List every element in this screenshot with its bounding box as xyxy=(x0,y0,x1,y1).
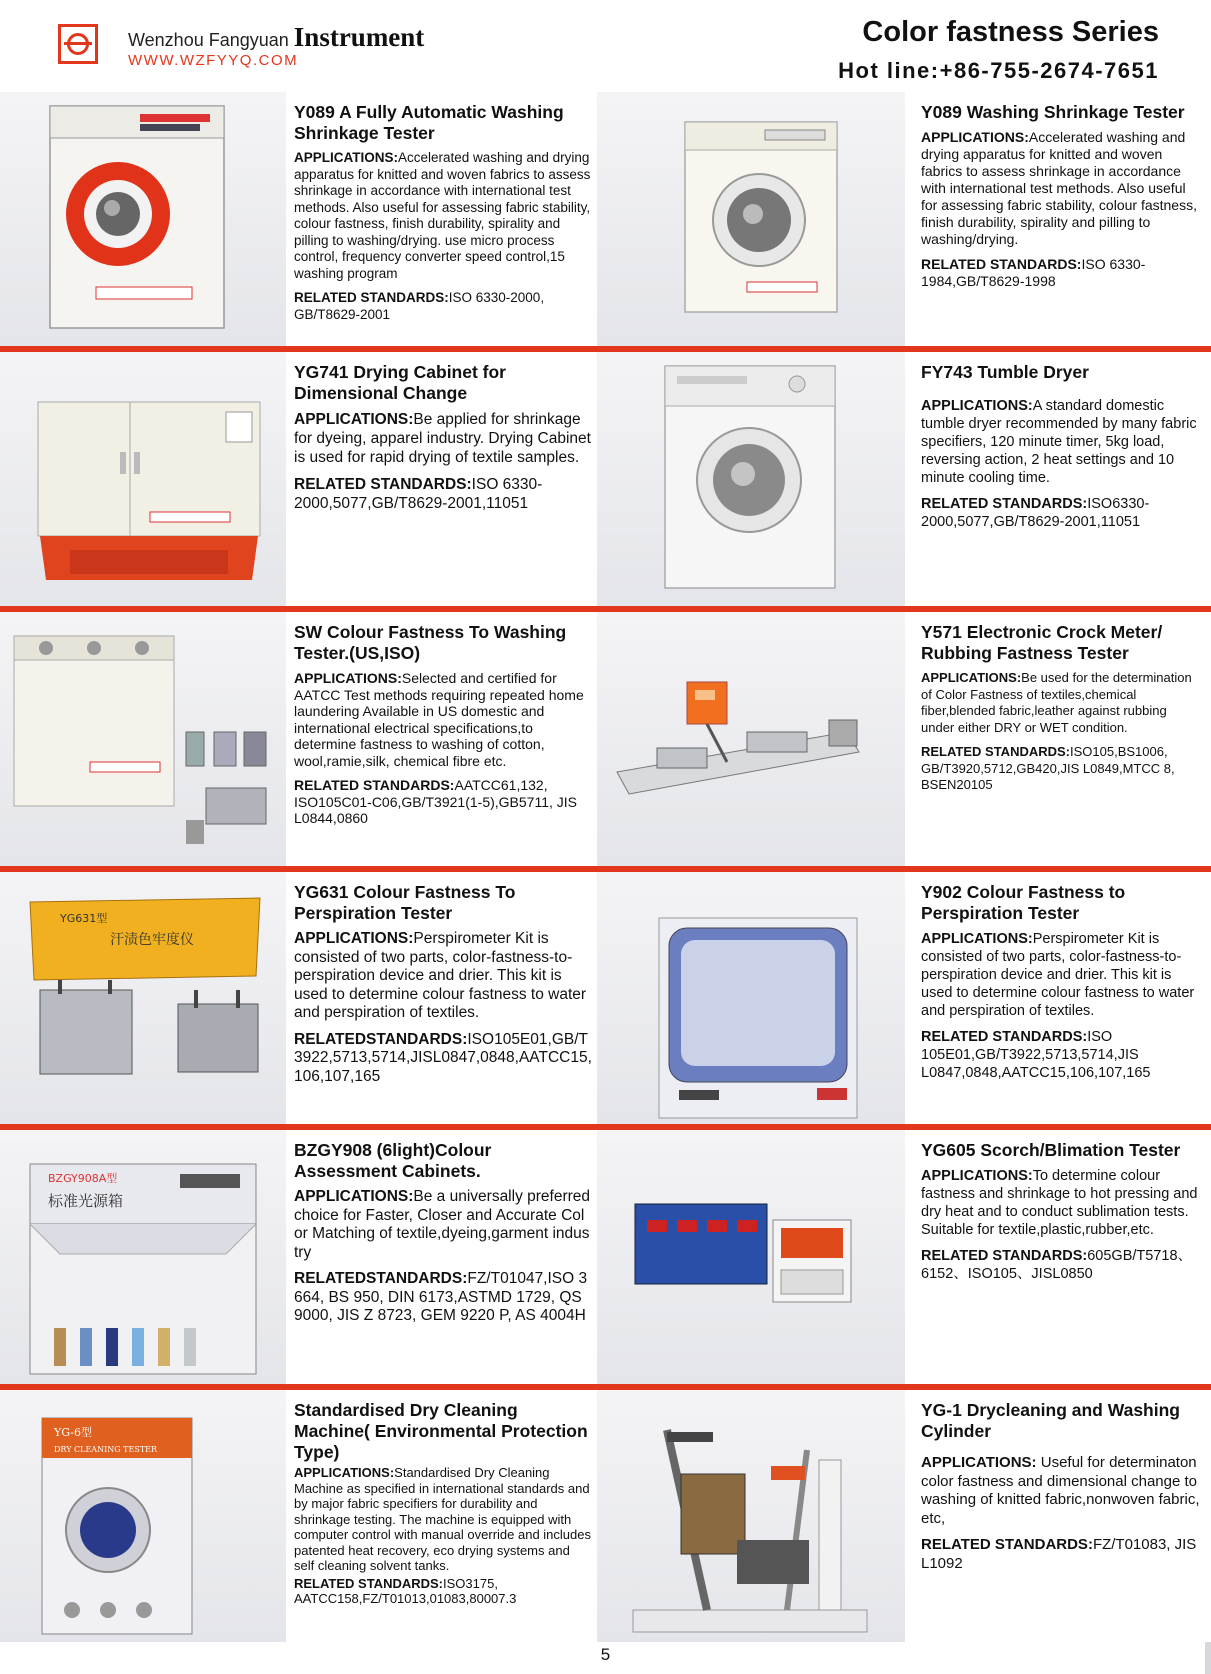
product-standards xyxy=(294,1270,592,1326)
yg6-panel-sublabel: DRY CLEANING TESTER xyxy=(54,1445,158,1454)
applications-label: APPLICATIONS: xyxy=(921,931,1033,947)
product-info-y902 xyxy=(921,882,1201,1082)
product-applications xyxy=(294,1465,592,1574)
standards-text: FZ/T01047,ISO 3664, BS 950, DIN 6173,ASTMD 1729, QS 9000, JIS Z 8723, GEM 9220 P, AS 4004H xyxy=(294,1270,588,1324)
applications-text: Accelerated washing and drying apparatus for knitted and woven fabrics to assess shrinkage in accordance with international test methods. Also useful for assessing fabric stability, colour fastness, finish durability, spirality and pilling to washing/drying. use micro process control, frequency converter speed control,15 washing program xyxy=(294,150,591,281)
bzgy-panel-label: BZGY908A型 xyxy=(48,1172,118,1185)
product-title: Y089 Washing Shrinkage Tester xyxy=(921,102,1185,122)
website-url[interactable]: WWW.WZFYYQ.COM xyxy=(128,52,299,69)
company-prefix: Wenzhou Fangyuan xyxy=(128,30,289,50)
product-info-sw xyxy=(294,622,592,827)
product-applications xyxy=(294,150,592,282)
product-photo-fy743 xyxy=(597,352,905,606)
applications-text: Be a universally preferred choice for Faster, Closer and Accurate Color Matching of textile,dyeing,garment industry xyxy=(294,1188,591,1261)
applications-label: APPLICATIONS: xyxy=(294,670,402,686)
product-row-4 xyxy=(0,872,1211,1124)
product-photo-yg631 xyxy=(0,872,286,1124)
product-photo-bzgy908 xyxy=(0,1130,286,1384)
applications-label: APPLICATIONS: xyxy=(294,150,398,165)
product-applications xyxy=(921,129,1201,248)
applications-text: Be used for the determination of Color Fastness of textiles,chemical fiber,blended fabric,leather against rubbing under either DRY or WET condition. xyxy=(921,670,1192,735)
product-photo-yg741 xyxy=(0,352,286,606)
yg631-box-sublabel: 汗渍色牢度仪 xyxy=(110,932,194,948)
product-applications xyxy=(294,930,592,1023)
applications-label: APPLICATIONS: xyxy=(294,1465,395,1480)
product-photo-yg1 xyxy=(597,1390,905,1642)
applications-text: To determine colour fastness and shrinkage to hot pressing and dry heat and to conduct sublimation tests. Suitable for textile,plastic,rubber,etc. xyxy=(921,1168,1198,1238)
product-standards xyxy=(294,475,592,513)
standards-text: ISO105E01,GB/T3922,5713,5714,JISL0847,0848,AATCC15,106,107,165 xyxy=(294,1030,592,1085)
standards-text: ISO3175, AATCC158,FZ/T01013,01083,80007.3 xyxy=(294,1575,517,1606)
product-title: Standardised Dry Cleaning Machine( Environmental Protection Type) xyxy=(294,1400,588,1462)
product-photo-y089a xyxy=(0,92,286,346)
product-info-yg741 xyxy=(294,362,592,513)
applications-label: APPLICATIONS: xyxy=(921,1168,1033,1184)
applications-label: APPLICATIONS: xyxy=(921,398,1033,414)
standards-text: ISO 105E01,GB/T3922,5713,5714,JIS L0847,0848,AATCC15,106,107,165 xyxy=(921,1029,1151,1081)
standards-label: RELATED STANDARDS: xyxy=(921,1029,1088,1045)
applications-text: Useful for determinaton color fastness and dimensional change to washing of knitted fabric,nonwoven fabric,etc, xyxy=(921,1454,1200,1527)
product-applications xyxy=(921,1454,1201,1528)
product-applications xyxy=(921,1167,1201,1239)
standards-text: ISO105,BS1006, GB/T3920,5712,GB420,JIS L0849,MTCC 8, BSEN20105 xyxy=(921,744,1175,792)
product-info-bzgy908 xyxy=(294,1140,592,1326)
standards-text: ISO 6330-1984,GB/T8629-1998 xyxy=(921,256,1146,289)
standards-label: RELATED STANDARDS: xyxy=(921,256,1082,272)
product-applications xyxy=(294,670,592,769)
standards-label: RELATED STANDARDS: xyxy=(294,777,455,793)
hotline: Hot line:+86-755-2674-7651 xyxy=(838,58,1159,83)
standards-text: 605GB/T5718、6152、ISO105、JISL0850 xyxy=(921,1248,1193,1282)
product-title: Y571 Electronic Crock Meter/ Rubbing Fastness Tester xyxy=(921,622,1163,663)
product-photo-yg605 xyxy=(597,1130,905,1384)
company-name xyxy=(128,22,424,53)
applications-label: APPLICATIONS: xyxy=(294,1188,414,1205)
applications-label: APPLICATIONS: xyxy=(294,411,414,428)
standards-label: RELATED STANDARDS: xyxy=(921,496,1088,512)
standards-label: RELATED STANDARDS: xyxy=(294,1575,444,1591)
applications-label: APPLICATIONS: xyxy=(294,930,414,947)
product-title: BZGY908 (6light)Colour Assessment Cabinets. xyxy=(294,1140,492,1181)
product-row-2 xyxy=(0,352,1211,606)
standards-text: ISO 6330-2000,5077,GB/T8629-2001,11051 xyxy=(294,476,543,512)
company-logo-icon xyxy=(58,24,98,64)
product-applications xyxy=(294,410,592,467)
product-title: FY743 Tumble Dryer xyxy=(921,362,1089,382)
series-title: Color fastness Series xyxy=(862,16,1159,48)
product-title: Y902 Colour Fastness to Perspiration Tester xyxy=(921,882,1126,923)
product-standards xyxy=(921,1247,1201,1283)
product-info-y571 xyxy=(921,622,1201,794)
product-photo-y571 xyxy=(597,612,905,866)
product-info-drycleaning xyxy=(294,1400,592,1607)
product-standards xyxy=(921,256,1201,290)
product-standards xyxy=(294,1031,592,1087)
product-info-y089 xyxy=(921,102,1201,290)
product-row-3 xyxy=(0,612,1211,866)
product-row-6 xyxy=(0,1390,1211,1642)
applications-text: Perspirometer Kit is consisted of two parts, color-fastness-to-perspiration device and drier. This kit is used to determine colour fastness to water and perspiration of textiles. xyxy=(921,931,1195,1019)
standards-text: FZ/T01083, JIS L1092 xyxy=(921,1536,1197,1572)
product-info-yg631 xyxy=(294,882,592,1086)
applications-text: Be applied for shrinkage for dyeing, apparel industry. Drying Cabinet is used for rapid drying of textile samples. xyxy=(294,411,591,466)
product-title: SW Colour Fastness To Washing Tester.(US,ISO) xyxy=(294,622,567,663)
product-title: Y089 A Fully Automatic Washing Shrinkage Tester xyxy=(294,102,564,143)
standards-label: RELATEDSTANDARDS: xyxy=(294,1270,468,1287)
product-row-5 xyxy=(0,1130,1211,1384)
product-applications xyxy=(294,1188,592,1262)
product-photo-y089 xyxy=(597,92,905,346)
page-header xyxy=(0,0,1211,92)
product-standards xyxy=(294,777,592,827)
product-applications xyxy=(921,930,1201,1020)
product-info-fy743 xyxy=(921,362,1201,531)
applications-text: A standard domestic tumble dryer recommended by many fabric specifiers, 120 minute timer, 5kg load, reversing action, 2 heat settings and 10 minute cooling time. xyxy=(921,398,1197,486)
product-standards xyxy=(921,495,1201,531)
product-photo-drycleaning xyxy=(0,1390,286,1642)
standards-text: ISO 6330-2000, GB/T8629-2001 xyxy=(294,290,545,322)
standards-text: AATCC61,132, ISO105C01-C06,GB/T3921(1-5),GB5711, JIS L0844,0860 xyxy=(294,777,577,826)
product-standards xyxy=(921,1536,1201,1573)
product-info-y089a xyxy=(294,102,592,323)
standards-label: RELATED STANDARDS: xyxy=(921,1248,1088,1264)
applications-text: Perspirometer Kit is consisted of two parts, color-fastness-to-perspiration device and drier. This kit is used to determine colour fastness to water and perspiration of textiles. xyxy=(294,930,587,1021)
standards-label: RELATED STANDARDS: xyxy=(294,290,449,305)
standards-text: ISO6330-2000,5077,GB/T8629-2001,11051 xyxy=(921,496,1150,530)
product-title: YG-1 Drycleaning and Washing Cylinder xyxy=(921,1400,1180,1441)
product-title: YG741 Drying Cabinet for Dimensional Change xyxy=(294,362,506,403)
product-standards xyxy=(294,1576,592,1607)
standards-label: RELATED STANDARDS: xyxy=(921,1536,1093,1553)
applications-label: APPLICATIONS: xyxy=(921,1454,1037,1471)
product-row-1 xyxy=(0,92,1211,346)
product-standards xyxy=(294,290,592,323)
company-bold: Instrument xyxy=(293,22,425,52)
product-applications xyxy=(921,397,1201,487)
applications-text: Standardised Dry Cleaning Machine as specified in international standards and by major fabric specifiers for durability and shrinkage testing. The machine is equipped with computer control with manual override and includes patented heat recovery, eco drying systems and self cleaning solvent tanks. xyxy=(294,1465,591,1573)
standards-label: RELATEDSTANDARDS: xyxy=(294,1030,468,1048)
product-info-yg605 xyxy=(921,1140,1201,1283)
applications-text: Accelerated washing and drying apparatus for knitted and woven fabrics to assess shrinkage in accordance with international test methods. Also useful for assessing fabric stability, colour fastness, finish durability, spirality and pilling to washing/drying. xyxy=(921,129,1197,247)
product-photo-sw xyxy=(0,612,286,866)
page-number: 5 xyxy=(600,1645,611,1664)
product-photo-y902 xyxy=(597,872,905,1124)
bzgy-panel-sublabel: 标准光源箱 xyxy=(48,1192,124,1210)
applications-label: APPLICATIONS: xyxy=(921,129,1029,145)
standards-label: RELATED STANDARDS: xyxy=(921,744,1071,759)
yg6-panel-label: YG-6型 xyxy=(54,1426,92,1439)
applications-label: APPLICATIONS: xyxy=(921,670,1022,685)
standards-label: RELATED STANDARDS: xyxy=(294,476,472,493)
product-applications xyxy=(921,670,1201,736)
product-title: YG631 Colour Fastness To Perspiration Tester xyxy=(294,882,516,923)
yg631-box-label: YG631型 xyxy=(60,912,108,925)
applications-text: Selected and certified for AATCC Test methods requiring repeated home laundering Available in US domestic and international electrical specifications,to determine fastness to washing of cotton, wool,ramie,silk, chemical fibre etc. xyxy=(294,670,584,769)
product-info-yg1 xyxy=(921,1400,1201,1573)
product-standards xyxy=(921,744,1201,794)
product-title: YG605 Scorch/Blimation Tester xyxy=(921,1140,1181,1160)
product-standards xyxy=(921,1028,1201,1082)
